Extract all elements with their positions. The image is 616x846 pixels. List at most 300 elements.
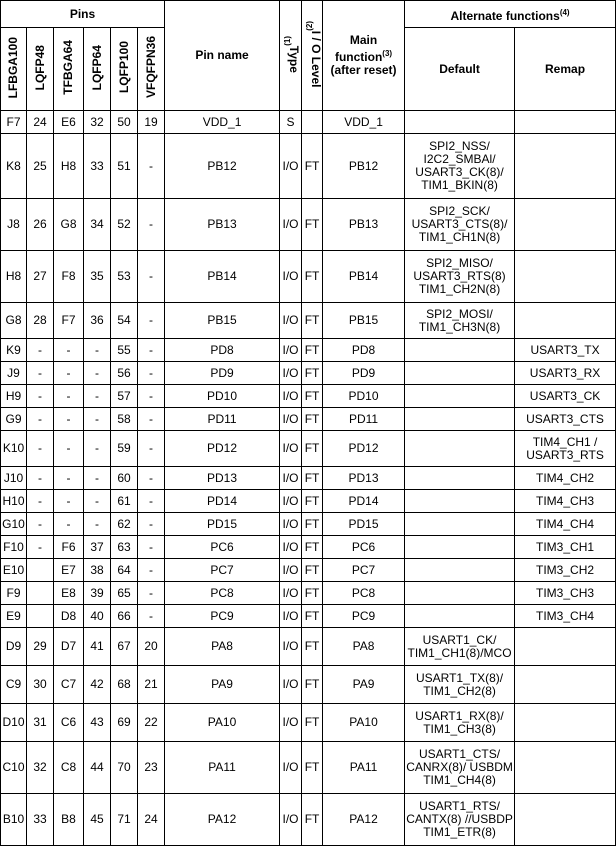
tfbga64-cell: - <box>54 362 84 385</box>
io-level-cell: FT <box>302 303 323 339</box>
default-function-cell <box>405 536 515 559</box>
table-row <box>1 794 616 846</box>
main-function-cell: PA11 <box>323 742 405 794</box>
type-cell: I/O <box>280 605 302 628</box>
lqfp48-cell: - <box>27 385 54 408</box>
main-function-cell: PC9 <box>323 605 405 628</box>
vfqfpn36-cell: 19 <box>138 111 165 134</box>
tfbga64-cell: C8 <box>54 742 84 794</box>
tfbga64-cell: F6 <box>54 536 84 559</box>
io-level-cell: FT <box>302 559 323 582</box>
main-function-cell: PC6 <box>323 536 405 559</box>
default-function-cell: USART1_RTS/ CANTX(8) //USBDP TIM1_ETR(8) <box>405 794 515 846</box>
lqfp48-cell: - <box>27 536 54 559</box>
lqfp48-cell <box>27 559 54 582</box>
io-level-cell: FT <box>302 513 323 536</box>
main-function-cell: PA12 <box>323 794 405 846</box>
io-level-cell: FT <box>302 536 323 559</box>
io-level-cell: FT <box>302 362 323 385</box>
pin-name-cell: PC9 <box>165 605 280 628</box>
lfbga100-cell: C10 <box>1 742 27 794</box>
table-row <box>1 605 616 628</box>
table-row <box>1 111 616 134</box>
lqfp48-cell: - <box>27 431 54 467</box>
lqfp64-cell: 44 <box>84 742 111 794</box>
lfbga100-cell: J8 <box>1 199 27 251</box>
default-function-cell <box>405 408 515 431</box>
vfqfpn36-cell: - <box>138 536 165 559</box>
pin-name-cell: PA10 <box>165 704 280 742</box>
type-cell: I/O <box>280 467 302 490</box>
type-cell: I/O <box>280 794 302 846</box>
table-row <box>1 303 616 339</box>
pin-name-cell: PD9 <box>165 362 280 385</box>
io-level-cell: FT <box>302 490 323 513</box>
main-function-cell: VDD_1 <box>323 111 405 134</box>
lqfp64-cell: 43 <box>84 704 111 742</box>
table-row <box>1 362 616 385</box>
vfqfpn36-cell: 22 <box>138 704 165 742</box>
pin-name-cell: PB15 <box>165 303 280 339</box>
pin-name-cell: PD11 <box>165 408 280 431</box>
lqfp64-cell: 40 <box>84 605 111 628</box>
remap-function-cell <box>515 251 616 303</box>
vfqfpn36-cell: 20 <box>138 628 165 666</box>
tfbga64-cell: E6 <box>54 111 84 134</box>
default-function-cell <box>405 605 515 628</box>
tfbga64-cell: D8 <box>54 605 84 628</box>
main-function-cell: PB15 <box>323 303 405 339</box>
main-function-cell: PA9 <box>323 666 405 704</box>
lqfp100-cell: 53 <box>111 251 138 303</box>
lqfp48-cell: - <box>27 467 54 490</box>
pin-name-cell: PB13 <box>165 199 280 251</box>
lqfp100-cell: 56 <box>111 362 138 385</box>
table-row <box>1 408 616 431</box>
lfbga100-cell: K9 <box>1 339 27 362</box>
remap-function-cell: TIM3_CH1 <box>515 536 616 559</box>
default-function-cell <box>405 385 515 408</box>
tfbga64-cell: D7 <box>54 628 84 666</box>
col-lqfp48-header: LQFP48 <box>27 28 54 111</box>
remap-function-cell: TIM3_CH2 <box>515 559 616 582</box>
io-level-cell: FT <box>302 199 323 251</box>
type-cell: I/O <box>280 628 302 666</box>
main-function-cell: PB12 <box>323 134 405 199</box>
remap-header: Remap <box>515 28 616 111</box>
lqfp100-cell: 54 <box>111 303 138 339</box>
lqfp48-cell: 28 <box>27 303 54 339</box>
io-level-cell: FT <box>302 582 323 605</box>
io-level-cell: FT <box>302 467 323 490</box>
pins-group-header: Pins <box>1 1 165 28</box>
main-function-cell: PB13 <box>323 199 405 251</box>
table-row <box>1 431 616 467</box>
main-function-cell: PD13 <box>323 467 405 490</box>
remap-function-cell: TIM3_CH3 <box>515 582 616 605</box>
table-row <box>1 385 616 408</box>
vfqfpn36-cell: - <box>138 362 165 385</box>
remap-function-cell: USART3_CTS <box>515 408 616 431</box>
lqfp100-cell: 67 <box>111 628 138 666</box>
default-function-cell <box>405 111 515 134</box>
io-level-cell: FT <box>302 666 323 704</box>
lqfp64-cell: 41 <box>84 628 111 666</box>
lqfp48-cell: 25 <box>27 134 54 199</box>
lqfp64-cell: - <box>84 467 111 490</box>
vfqfpn36-cell: - <box>138 385 165 408</box>
lqfp100-cell: 66 <box>111 605 138 628</box>
vfqfpn36-cell: 23 <box>138 742 165 794</box>
default-function-cell: SPI2_MOSI/ TIM1_CH3N(8) <box>405 303 515 339</box>
pin-name-cell: PB14 <box>165 251 280 303</box>
lfbga100-cell: E9 <box>1 605 27 628</box>
lqfp64-cell: 45 <box>84 794 111 846</box>
tfbga64-cell: - <box>54 490 84 513</box>
type-cell: S <box>280 111 302 134</box>
vfqfpn36-cell: - <box>138 513 165 536</box>
lfbga100-cell: J10 <box>1 467 27 490</box>
lqfp64-cell: 35 <box>84 251 111 303</box>
table-row <box>1 199 616 251</box>
remap-function-cell: TIM4_CH1 / USART3_RTS <box>515 431 616 467</box>
io-level-cell: FT <box>302 134 323 199</box>
lqfp64-cell: 36 <box>84 303 111 339</box>
pin-name-header: Pin name <box>165 1 280 111</box>
lfbga100-cell: F10 <box>1 536 27 559</box>
vfqfpn36-cell: - <box>138 303 165 339</box>
lqfp48-cell: 29 <box>27 628 54 666</box>
io-level-cell: FT <box>302 339 323 362</box>
lqfp48-cell: - <box>27 408 54 431</box>
lqfp100-cell: 51 <box>111 134 138 199</box>
lqfp100-cell: 70 <box>111 742 138 794</box>
vfqfpn36-cell: - <box>138 199 165 251</box>
type-cell: I/O <box>280 134 302 199</box>
lqfp100-cell: 62 <box>111 513 138 536</box>
vfqfpn36-cell: - <box>138 490 165 513</box>
pin-name-cell: PD13 <box>165 467 280 490</box>
tfbga64-cell: B8 <box>54 794 84 846</box>
pin-name-cell: VDD_1 <box>165 111 280 134</box>
lfbga100-cell: J9 <box>1 362 27 385</box>
lfbga100-cell: B10 <box>1 794 27 846</box>
lfbga100-cell: D10 <box>1 704 27 742</box>
vfqfpn36-cell: - <box>138 408 165 431</box>
lqfp64-cell: - <box>84 385 111 408</box>
lqfp48-cell: - <box>27 339 54 362</box>
pinout-body <box>1 111 616 846</box>
lqfp100-cell: 58 <box>111 408 138 431</box>
lfbga100-cell: G9 <box>1 408 27 431</box>
table-row <box>1 467 616 490</box>
default-function-cell <box>405 431 515 467</box>
col-vfqfpn36-header: VFQFPN36 <box>138 28 165 111</box>
tfbga64-cell: F8 <box>54 251 84 303</box>
pin-name-cell: PA9 <box>165 666 280 704</box>
lqfp64-cell: - <box>84 490 111 513</box>
vfqfpn36-cell: 21 <box>138 666 165 704</box>
lqfp100-cell: 50 <box>111 111 138 134</box>
tfbga64-cell: C6 <box>54 704 84 742</box>
type-cell: I/O <box>280 339 302 362</box>
table-row <box>1 628 616 666</box>
tfbga64-cell: - <box>54 339 84 362</box>
lfbga100-cell: C9 <box>1 666 27 704</box>
remap-function-cell <box>515 628 616 666</box>
table-row <box>1 490 616 513</box>
pin-name-cell: PD14 <box>165 490 280 513</box>
pin-name-cell: PD8 <box>165 339 280 362</box>
lqfp100-cell: 61 <box>111 490 138 513</box>
io-level-cell: FT <box>302 794 323 846</box>
main-function-cell: PD8 <box>323 339 405 362</box>
vfqfpn36-cell: - <box>138 582 165 605</box>
lqfp64-cell: 42 <box>84 666 111 704</box>
pin-name-cell: PA8 <box>165 628 280 666</box>
type-cell: I/O <box>280 582 302 605</box>
main-function-cell: PC7 <box>323 559 405 582</box>
type-cell: I/O <box>280 513 302 536</box>
table-row <box>1 513 616 536</box>
lqfp48-cell: 30 <box>27 666 54 704</box>
lqfp48-cell: - <box>27 513 54 536</box>
lqfp48-cell: 31 <box>27 704 54 742</box>
default-function-cell: SPI2_SCK/ USART3_CTS(8)/ TIM1_CH1N(8) <box>405 199 515 251</box>
tfbga64-cell: E7 <box>54 559 84 582</box>
vfqfpn36-cell: - <box>138 467 165 490</box>
main-function-cell: PD15 <box>323 513 405 536</box>
lqfp64-cell: - <box>84 408 111 431</box>
lqfp100-cell: 57 <box>111 385 138 408</box>
table-row <box>1 536 616 559</box>
tfbga64-cell: E8 <box>54 582 84 605</box>
tfbga64-cell: - <box>54 385 84 408</box>
lfbga100-cell: D9 <box>1 628 27 666</box>
io-level-cell: FT <box>302 628 323 666</box>
default-function-cell <box>405 339 515 362</box>
type-cell: I/O <box>280 536 302 559</box>
lfbga100-cell: K8 <box>1 134 27 199</box>
lqfp100-cell: 65 <box>111 582 138 605</box>
lqfp100-cell: 69 <box>111 704 138 742</box>
io-level-cell: FT <box>302 742 323 794</box>
main-function-header: Main function$^{(3)}$ (after reset) <box>323 1 405 111</box>
lqfp64-cell: 38 <box>84 559 111 582</box>
default-function-cell <box>405 513 515 536</box>
io-level-cell: FT <box>302 704 323 742</box>
tfbga64-cell: H8 <box>54 134 84 199</box>
main-function-cell: PC8 <box>323 582 405 605</box>
remap-function-cell <box>515 134 616 199</box>
lfbga100-cell: F9 <box>1 582 27 605</box>
pin-name-cell: PB12 <box>165 134 280 199</box>
default-function-cell: USART1_TX(8)/ TIM1_CH2(8) <box>405 666 515 704</box>
pin-name-cell: PC8 <box>165 582 280 605</box>
table-row <box>1 704 616 742</box>
pin-name-cell: PA12 <box>165 794 280 846</box>
lqfp48-cell <box>27 582 54 605</box>
remap-function-cell: USART3_TX <box>515 339 616 362</box>
default-function-cell <box>405 582 515 605</box>
type-cell: I/O <box>280 251 302 303</box>
vfqfpn36-cell: - <box>138 339 165 362</box>
tfbga64-cell: F7 <box>54 303 84 339</box>
main-function-cell: PD14 <box>323 490 405 513</box>
default-function-cell: USART1_CK/ TIM1_CH1(8)/MCO <box>405 628 515 666</box>
lqfp48-cell: - <box>27 362 54 385</box>
table-row <box>1 251 616 303</box>
vfqfpn36-cell: - <box>138 559 165 582</box>
default-function-cell <box>405 467 515 490</box>
main-function-cell: PA10 <box>323 704 405 742</box>
lqfp48-cell: - <box>27 490 54 513</box>
lqfp100-cell: 68 <box>111 666 138 704</box>
alt-functions-header: Alternate functions$^{(4)}$ <box>405 1 616 28</box>
remap-function-cell <box>515 666 616 704</box>
lqfp64-cell: - <box>84 339 111 362</box>
lfbga100-cell: G10 <box>1 513 27 536</box>
default-function-cell: USART1_CTS/ CANRX(8)/ USBDM TIM1_CH4(8) <box>405 742 515 794</box>
type-cell: I/O <box>280 666 302 704</box>
table-row <box>1 582 616 605</box>
table-row <box>1 666 616 704</box>
remap-function-cell: TIM4_CH2 <box>515 467 616 490</box>
lqfp48-cell <box>27 605 54 628</box>
main-function-cell: PD10 <box>323 385 405 408</box>
default-function-cell: SPI2_NSS/ I2C2_SMBAl/ USART3_CK(8)/ TIM1_BKIN(8) <box>405 134 515 199</box>
type-cell: I/O <box>280 362 302 385</box>
lqfp64-cell: - <box>84 513 111 536</box>
io-level-cell: FT <box>302 605 323 628</box>
remap-function-cell: USART3_CK <box>515 385 616 408</box>
col-lqfp100-header: LQFP100 <box>111 28 138 111</box>
table-row <box>1 742 616 794</box>
vfqfpn36-cell: - <box>138 251 165 303</box>
lfbga100-cell: F7 <box>1 111 27 134</box>
tfbga64-cell: C7 <box>54 666 84 704</box>
lfbga100-cell: H10 <box>1 490 27 513</box>
default-function-cell: USART1_RX(8)/ TIM1_CH3(8) <box>405 704 515 742</box>
lqfp64-cell: - <box>84 362 111 385</box>
col-lqfp64-header: LQFP64 <box>84 28 111 111</box>
lqfp100-cell: 52 <box>111 199 138 251</box>
table-row <box>1 339 616 362</box>
main-function-cell: PB14 <box>323 251 405 303</box>
default-function-cell: SPI2_MISO/ USART3_RTS(8) TIM1_CH2N(8) <box>405 251 515 303</box>
remap-function-cell: TIM3_CH4 <box>515 605 616 628</box>
tfbga64-cell: G8 <box>54 199 84 251</box>
lqfp48-cell: 26 <box>27 199 54 251</box>
remap-function-cell <box>515 303 616 339</box>
vfqfpn36-cell: - <box>138 605 165 628</box>
default-function-cell <box>405 559 515 582</box>
lqfp64-cell: - <box>84 431 111 467</box>
io-level-cell: FT <box>302 431 323 467</box>
io-level-cell: FT <box>302 385 323 408</box>
type-cell: I/O <box>280 704 302 742</box>
remap-function-cell: USART3_RX <box>515 362 616 385</box>
pin-name-cell: PC6 <box>165 536 280 559</box>
default-function-cell <box>405 362 515 385</box>
tfbga64-cell: - <box>54 408 84 431</box>
type-cell: I/O <box>280 490 302 513</box>
tfbga64-cell: - <box>54 467 84 490</box>
lfbga100-cell: H9 <box>1 385 27 408</box>
pin-name-cell: PC7 <box>165 559 280 582</box>
vfqfpn36-cell: - <box>138 134 165 199</box>
lqfp100-cell: 63 <box>111 536 138 559</box>
remap-function-cell <box>515 742 616 794</box>
remap-function-cell <box>515 704 616 742</box>
type-cell: I/O <box>280 742 302 794</box>
lqfp100-cell: 60 <box>111 467 138 490</box>
io-level-cell: FT <box>302 408 323 431</box>
lqfp48-cell: 33 <box>27 794 54 846</box>
lqfp64-cell: 34 <box>84 199 111 251</box>
io-level-header: I / O Level$^{(2)}$ <box>302 1 323 111</box>
lfbga100-cell: E10 <box>1 559 27 582</box>
main-function-cell: PD12 <box>323 431 405 467</box>
table-row <box>1 134 616 199</box>
lqfp64-cell: 32 <box>84 111 111 134</box>
type-cell: I/O <box>280 385 302 408</box>
remap-function-cell <box>515 794 616 846</box>
type-cell: I/O <box>280 408 302 431</box>
type-cell: I/O <box>280 559 302 582</box>
type-cell: I/O <box>280 303 302 339</box>
type-cell: I/O <box>280 199 302 251</box>
lqfp64-cell: 33 <box>84 134 111 199</box>
lfbga100-cell: H8 <box>1 251 27 303</box>
lqfp64-cell: 39 <box>84 582 111 605</box>
lqfp48-cell: 27 <box>27 251 54 303</box>
remap-function-cell <box>515 111 616 134</box>
lqfp100-cell: 55 <box>111 339 138 362</box>
type-header: Type$^{(1)}$ <box>280 1 302 111</box>
remap-function-cell: TIM4_CH3 <box>515 490 616 513</box>
main-function-cell: PD9 <box>323 362 405 385</box>
vfqfpn36-cell: - <box>138 431 165 467</box>
default-function-cell <box>405 490 515 513</box>
default-header: Default <box>405 28 515 111</box>
lqfp100-cell: 64 <box>111 559 138 582</box>
vfqfpn36-cell: 24 <box>138 794 165 846</box>
main-function-cell: PD11 <box>323 408 405 431</box>
lqfp48-cell: 24 <box>27 111 54 134</box>
tfbga64-cell: - <box>54 431 84 467</box>
table-row <box>1 559 616 582</box>
lqfp100-cell: 71 <box>111 794 138 846</box>
io-level-cell: FT <box>302 251 323 303</box>
main-function-cell: PA8 <box>323 628 405 666</box>
lfbga100-cell: G8 <box>1 303 27 339</box>
lfbga100-cell: K10 <box>1 431 27 467</box>
remap-function-cell <box>515 199 616 251</box>
lqfp64-cell: 37 <box>84 536 111 559</box>
lqfp48-cell: 32 <box>27 742 54 794</box>
io-level-cell <box>302 111 323 134</box>
type-cell: I/O <box>280 431 302 467</box>
pin-name-cell: PD15 <box>165 513 280 536</box>
pin-name-cell: PA11 <box>165 742 280 794</box>
pin-name-cell: PD12 <box>165 431 280 467</box>
tfbga64-cell: - <box>54 513 84 536</box>
remap-function-cell: TIM4_CH4 <box>515 513 616 536</box>
col-tfbga64-header: TFBGA64 <box>54 28 84 111</box>
pin-name-cell: PD10 <box>165 385 280 408</box>
lqfp100-cell: 59 <box>111 431 138 467</box>
